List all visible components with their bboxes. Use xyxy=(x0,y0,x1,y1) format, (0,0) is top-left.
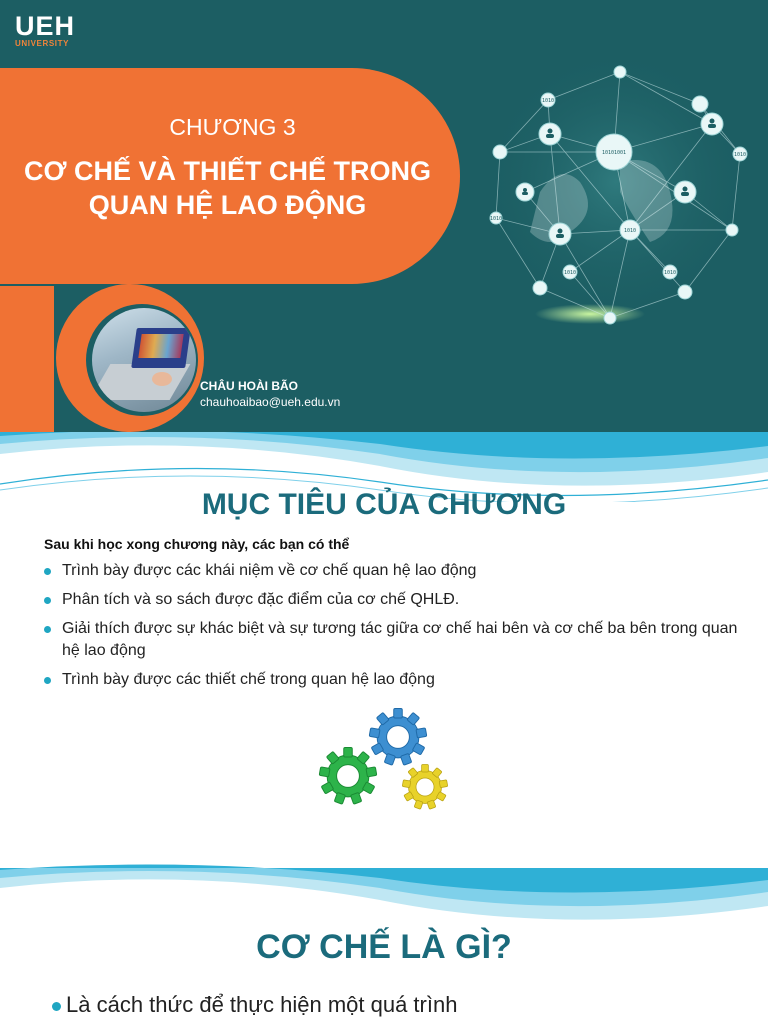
lead-text: Sau khi học xong chương này, các bạn có thể xyxy=(44,536,350,552)
list-item xyxy=(44,589,754,611)
bullet-dot xyxy=(44,626,51,633)
globe-label: 1010 xyxy=(623,228,637,234)
logo-sub-text: UNIVERSITY xyxy=(15,39,70,48)
globe-label: 1010 xyxy=(489,216,503,222)
decor-orange-strip xyxy=(0,286,54,432)
bullet-dot xyxy=(44,568,51,575)
author-email: chauhoaibao@ueh.edu.vn xyxy=(200,395,341,409)
ueh-logo xyxy=(15,12,75,48)
title-slide xyxy=(0,0,768,432)
list-item xyxy=(44,618,754,662)
globe-label: 1010 xyxy=(733,152,747,158)
objectives-slide xyxy=(0,432,768,850)
globe-label: 1010 xyxy=(563,270,577,276)
title-line-1: CƠ CHẾ VÀ THIẾT CHẾ TRONG xyxy=(23,156,432,186)
list-item xyxy=(66,992,457,1018)
chapter-label: CHƯƠNG 3 xyxy=(169,114,296,140)
wave-decoration xyxy=(0,850,768,920)
list-item-text: Trình bày được các thiết chế trong quan hệ lao động xyxy=(62,671,435,688)
globe-label: 1010 xyxy=(541,98,555,104)
section-heading: MỤC TIÊU CỦA CHƯƠNG xyxy=(201,488,567,521)
gears-icon xyxy=(314,702,459,817)
section-heading: CƠ CHẾ LÀ GÌ? xyxy=(256,928,512,966)
list-item xyxy=(44,560,754,582)
list-item-text: Phân tích và so sách được đặc điểm của cơ chế QHLĐ. xyxy=(62,591,460,608)
list-item-text: Trình bày được các khái niệm về cơ chế quan hệ lao động xyxy=(62,562,477,579)
title-line-2: QUAN HỆ LAO ĐỘNG xyxy=(88,190,367,220)
bullet-dot xyxy=(44,677,51,684)
laptop-photo xyxy=(92,308,196,412)
list-item-text: Là cách thức để thực hiện một quá trình xyxy=(66,992,458,1017)
definition-slide xyxy=(0,850,768,1024)
logo-main-text: UEH xyxy=(15,11,76,41)
author-block xyxy=(200,378,340,410)
bullet-dot xyxy=(52,1002,61,1011)
objectives-list xyxy=(44,560,754,698)
author-name: CHÂU HOÀI BÃO xyxy=(200,379,298,393)
list-item xyxy=(44,669,754,691)
network-globe-icon xyxy=(470,42,762,332)
globe-label: 1010 xyxy=(663,270,677,276)
bullet-dot xyxy=(44,597,51,604)
slide-title xyxy=(0,154,455,222)
list-item-text: Giải thích được sự khác biệt và sự tương tác giữa cơ chế hai bên và cơ chế ba bên trong quan hệ lao động xyxy=(62,620,738,659)
globe-label: 10101001 xyxy=(601,150,627,156)
